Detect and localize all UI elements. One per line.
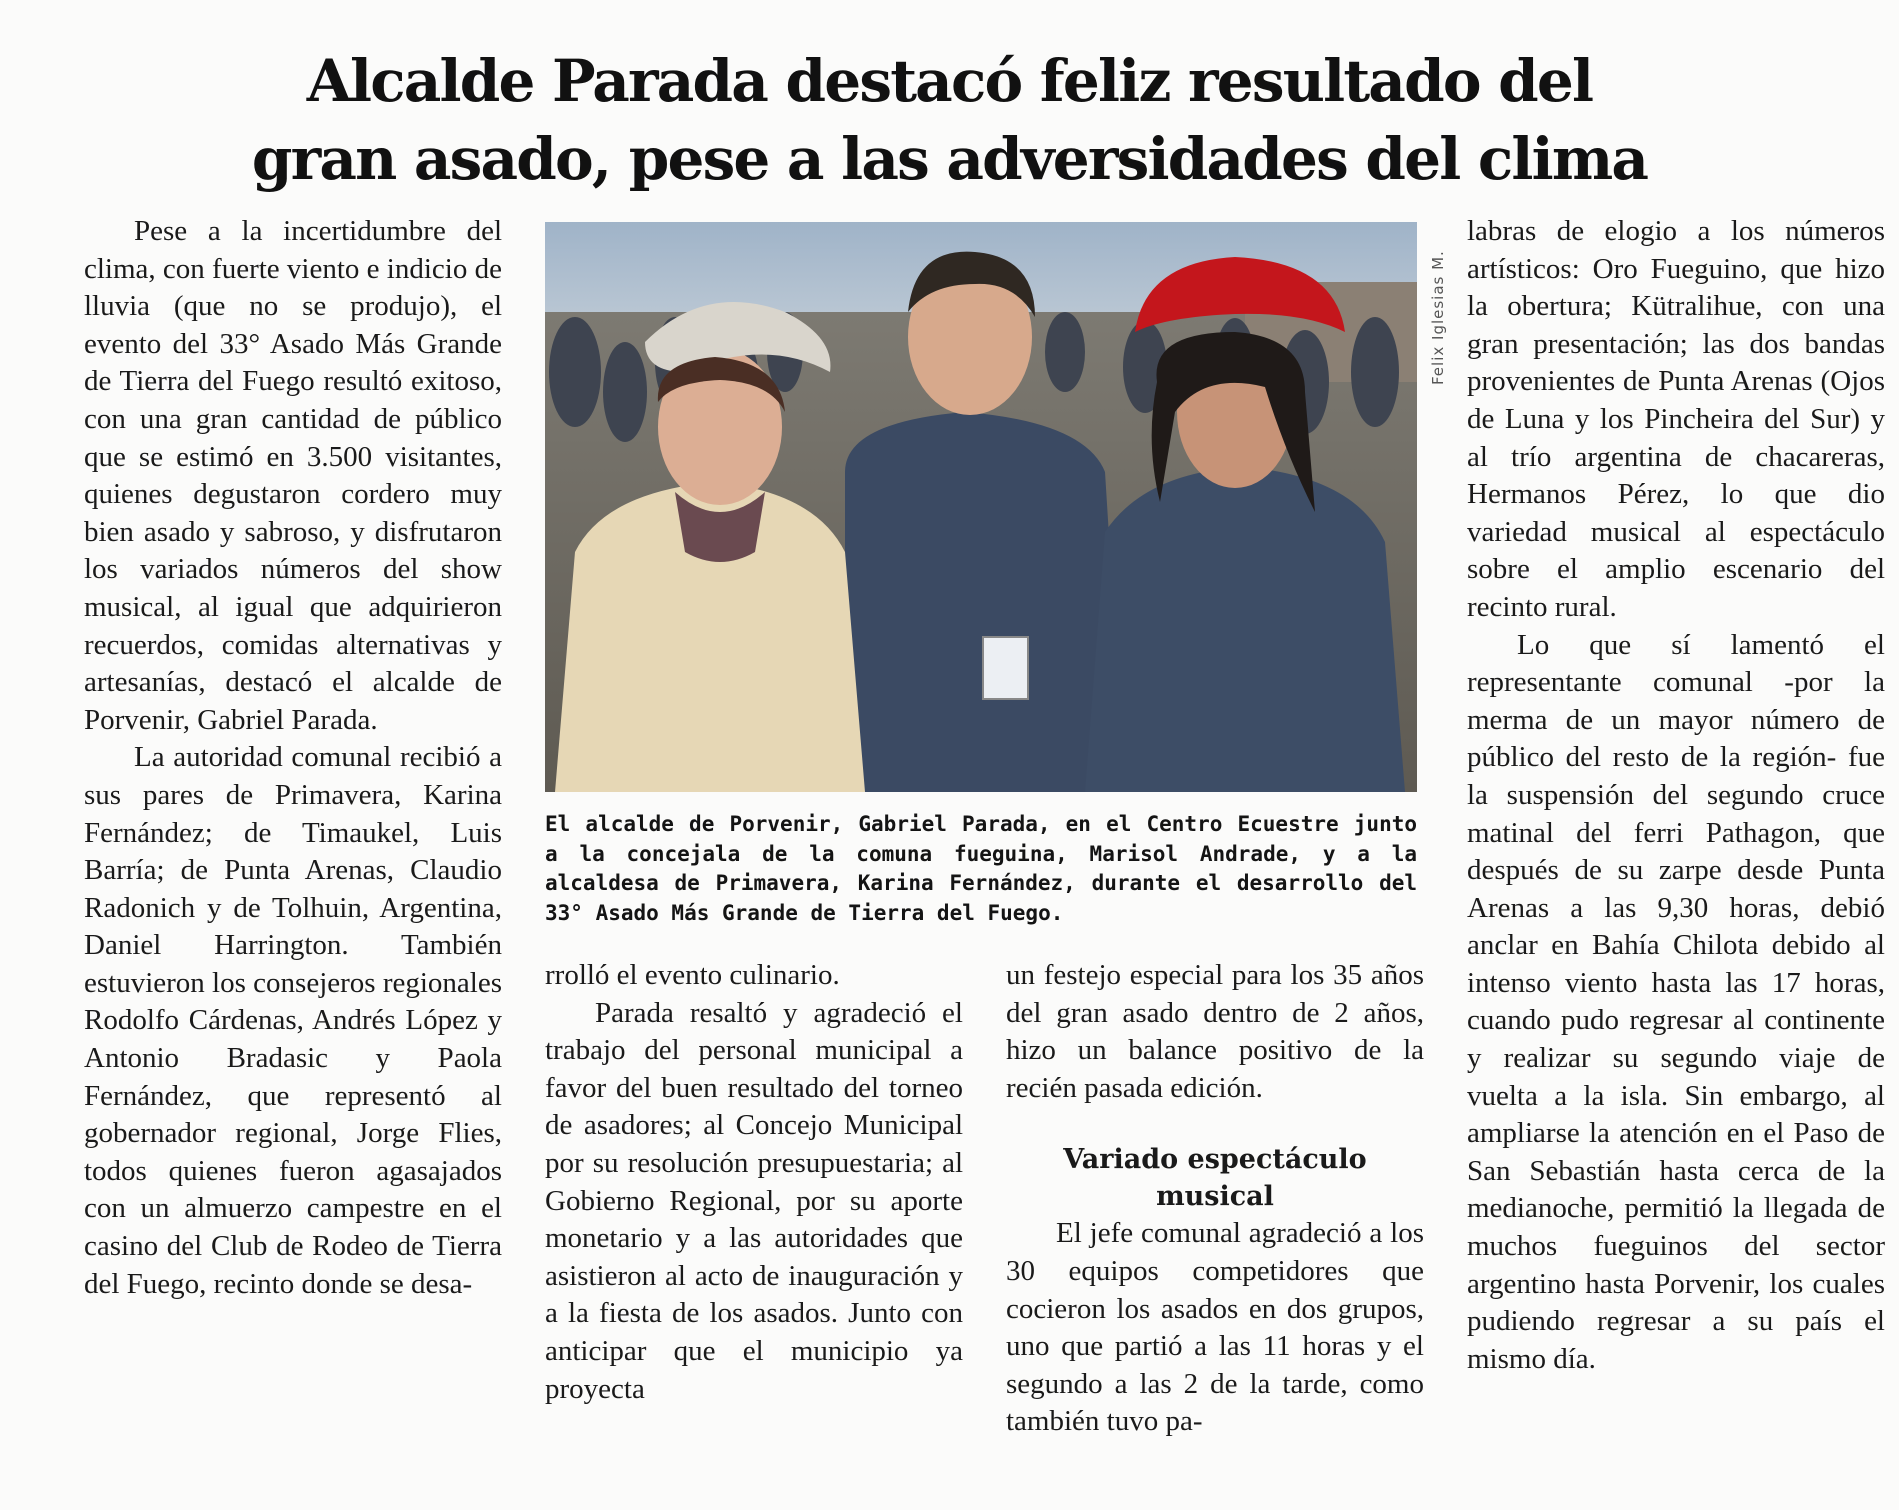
paragraph: Parada resaltó y agradeció el trabajo del personal municipal a favor del buen resultado del torneo de asadores; al Concejo Municipal por su resolución presupuestaria; al Gobierno Regional, por su aporte monetario y a las autoridades que asistieron al acto de inauguración y a la fiesta de los asados. Junto con anticipar que el municipio ya proyecta [545,996,963,1405]
paragraph: La autoridad comunal recibió a sus pares de Primavera, Karina Fernández; de Timaukel, Luis Barría; de Punta Arenas, Claudio Radonich y de Tolhuin, Argentina, Daniel Harrington. También estuvieron los consejeros regionales Rodolfo Cárdenas, Andrés López y Antonio Bradasic y Paola Fernández, que representó al gobernador regional, Jorge Flies, todos quienes fueron agasajados con un almuerzo campestre en el casino del Club de Rodeo de Tierra del Fuego, recinto donde se desa- [84,741,502,1300]
photo-caption: El alcalde de Porvenir, Gabriel Parada, en el Centro Ecuestre junto a la concejala de la comuna fueguina, Marisol Andrade, y a la alcaldesa de Primavera, Karina Fernández, durante el desarrollo del 33° Asado Más Grande de Tierra del Fuego. [545,812,1417,925]
paragraph: rrolló el evento culinario. [545,959,840,991]
paragraph: Pese a la incertidumbre del clima, con fuerte viento e indicio de lluvia (que no se produjo), el evento del 33° Asado Más Grande de Tierra del Fuego resultó exitoso, con una gran cantidad de público que se estimó en 3.500 visitantes, quienes degustaron cordero muy bien asado y sabroso, y disfrutaron los variados números del show musical, al igual que adquirieron recuerdos, comidas alternativas y artesanías, destacó el alcalde de Porvenir, Gabriel Parada. [84,215,502,736]
paragraph: un festejo especial para los 35 años del gran asado dentro de 2 años, hizo un balance positivo de la recién pasada edición. [1006,959,1424,1104]
section-subhead: Variado espectáculo musical [1063,1144,1367,1213]
photo-illustration [545,222,1417,792]
article-photo [545,222,1417,792]
headline-line-2: gran asado, pese a las adversidades del clima [251,125,1648,193]
article-headline [0,42,1899,198]
article-column-4 [1467,213,1885,1378]
photo-credit: Felix Iglesias M. [1429,250,1447,385]
article-column-1 [84,213,502,1303]
headline-line-1: Alcalde Parada destacó feliz resultado del [306,47,1593,115]
paragraph: El jefe comunal agradeció a los 30 equipos competidores que cocieron los asados en dos grupos, uno que partió a las 11 horas y el segundo a las 2 de la tarde, como también tuvo pa- [1006,1217,1424,1438]
article-column-3 [1006,957,1424,1441]
article-column-2 [545,957,963,1408]
paragraph: Lo que sí lamentó el representante comunal -por la merma de un mayor número de público del resto de la región- fue la suspensión del segundo cruce matinal del ferri Pathagon, que después de su zarpe desde Punta Arenas a las 9,30 horas, debió anclar en Bahía Chilota debido al intenso viento hasta las 17 horas, cuando pudo regresar al continente y realizar su segundo viaje de vuelta a la isla. Sin embargo, al ampliarse la atención en el Paso de San Sebastián hasta cerca de la medianoche, permitió la llegada de muchos fueguinos del sector argentino hasta Porvenir, los cuales pudiendo regresar a su país el mismo día. [1467,628,1885,1375]
paragraph: labras de elogio a los números artísticos: Oro Fueguino, que hizo la obertura; Kütralihue, con una gran presentación; las dos bandas provenientes de Punta Arenas (Ojos de Luna y los Pincheira del Sur) y al trío argentina de chacareras, Hermanos Pérez, lo que dio variedad musical al espectáculo sobre el amplio escenario del recinto rural. [1467,215,1885,623]
